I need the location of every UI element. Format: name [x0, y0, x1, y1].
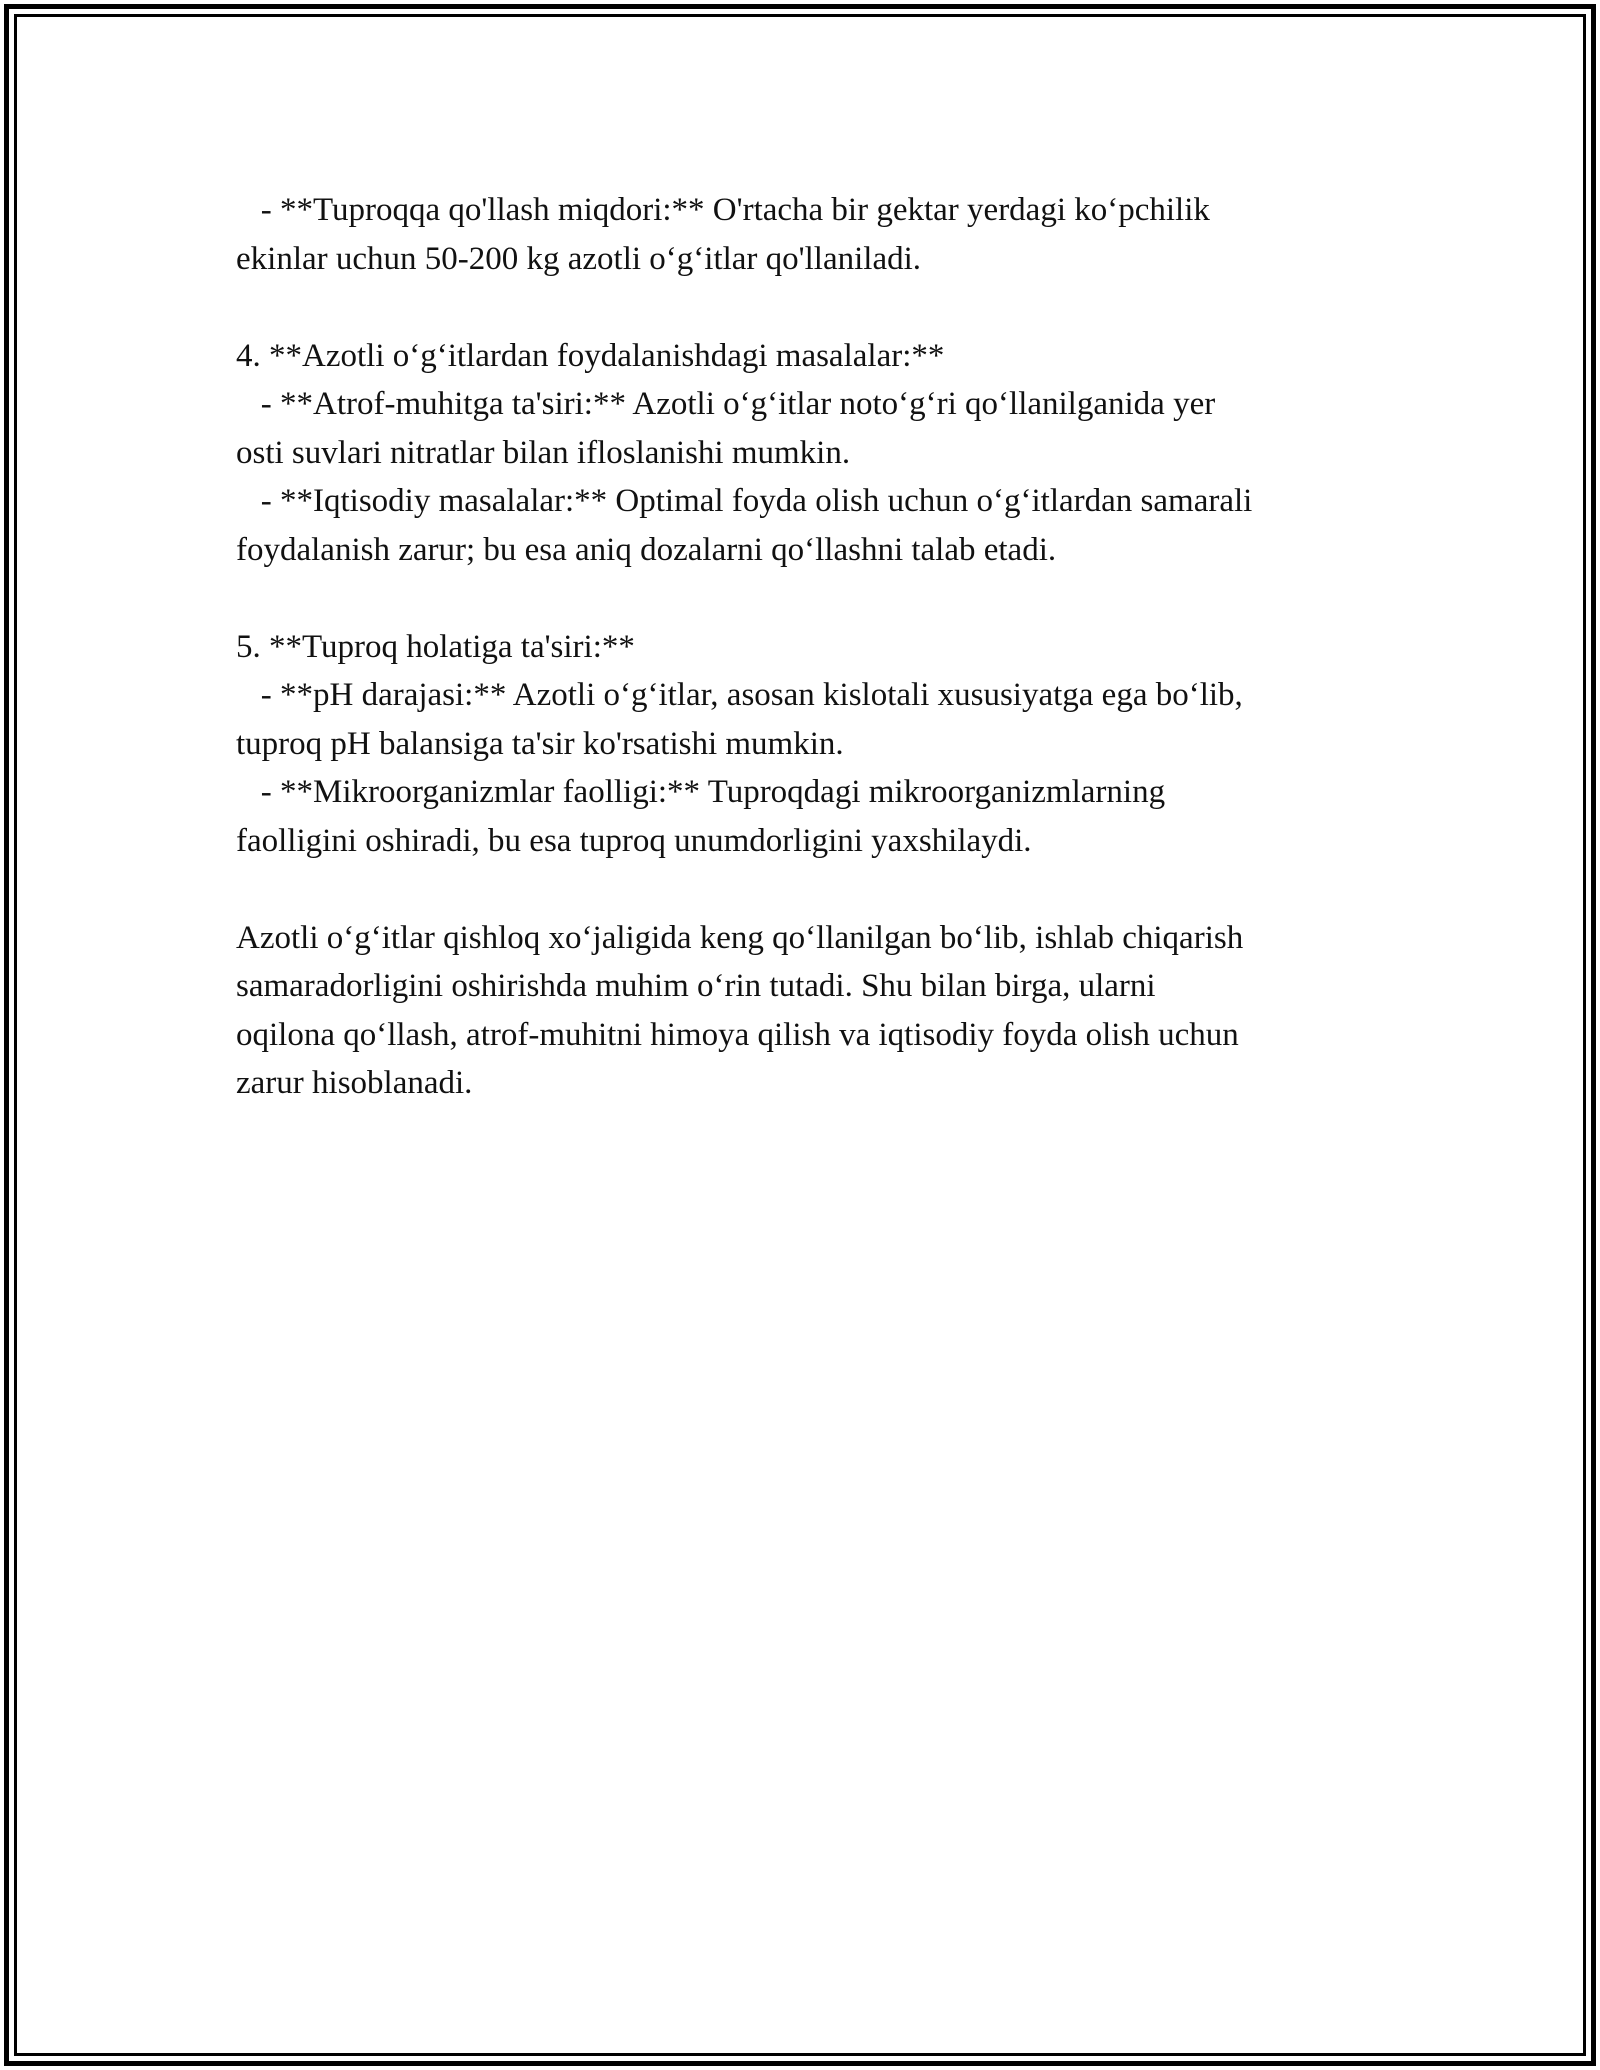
paragraph-gap — [236, 283, 1386, 332]
document-body — [236, 186, 1386, 1108]
text-line: zarur hisoblanadi. — [236, 1065, 473, 1101]
conclusion-section — [236, 914, 1386, 1108]
text-line: - **pH darajasi:** Azotli o‘g‘itlar, asosan kislotali xususiyatga ega bo‘lib, — [236, 677, 1243, 713]
text-line: - **Atrof-muhitga ta'siri:** Azotli o‘g‘itlar noto‘g‘ri qo‘llanilganida yer — [236, 386, 1216, 422]
paragraph-gap — [236, 574, 1386, 623]
paragraph-gap — [236, 865, 1386, 914]
text-line: osti suvlari nitratlar bilan ifloslanishi mumkin. — [236, 434, 851, 471]
text-line: Azotli o‘g‘itlar qishloq xo‘jaligida keng qo‘llanilgan bo‘lib, ishlab chiqarish — [236, 919, 1244, 956]
issues-section — [236, 332, 1386, 575]
text-line: tuproq pH balansiga ta'sir ko'rsatishi mumkin. — [236, 725, 844, 762]
text-line: - **Mikroorganizmlar faolligi:** Tuproqdagi mikroorganizmlarning — [236, 774, 1166, 810]
section-heading: 4. **Azotli o‘g‘itlardan foydalanishdagi masalalar:** — [236, 337, 945, 374]
text-line: ekinlar uchun 50-200 kg azotli o‘g‘itlar qo'llaniladi. — [236, 240, 922, 277]
text-line: oqilona qo‘llash, atrof-muhitni himoya qilish va iqtisodiy foyda olish uchun — [236, 1016, 1239, 1053]
section-heading: 5. **Tuproq holatiga ta'siri:** — [236, 628, 635, 665]
application-rate-section — [236, 186, 1386, 283]
text-line: - **Iqtisodiy masalalar:** Optimal foyda olish uchun o‘g‘itlardan samarali — [236, 483, 1253, 519]
text-line: samaradorligini oshirishda muhim o‘rin tutadi. Shu bilan birga, ularni — [236, 968, 1156, 1004]
text-line: faolligini oshiradi, bu esa tuproq unumdorligini yaxshilaydi. — [236, 822, 1032, 859]
soil-condition-section — [236, 623, 1386, 866]
text-line: foydalanish zarur; bu esa aniq dozalarni qo‘llashni talab etadi. — [236, 531, 1057, 568]
text-line: - **Tuproqqa qo'llash miqdori:** O'rtacha bir gektar yerdagi ko‘pchilik — [236, 192, 1210, 228]
